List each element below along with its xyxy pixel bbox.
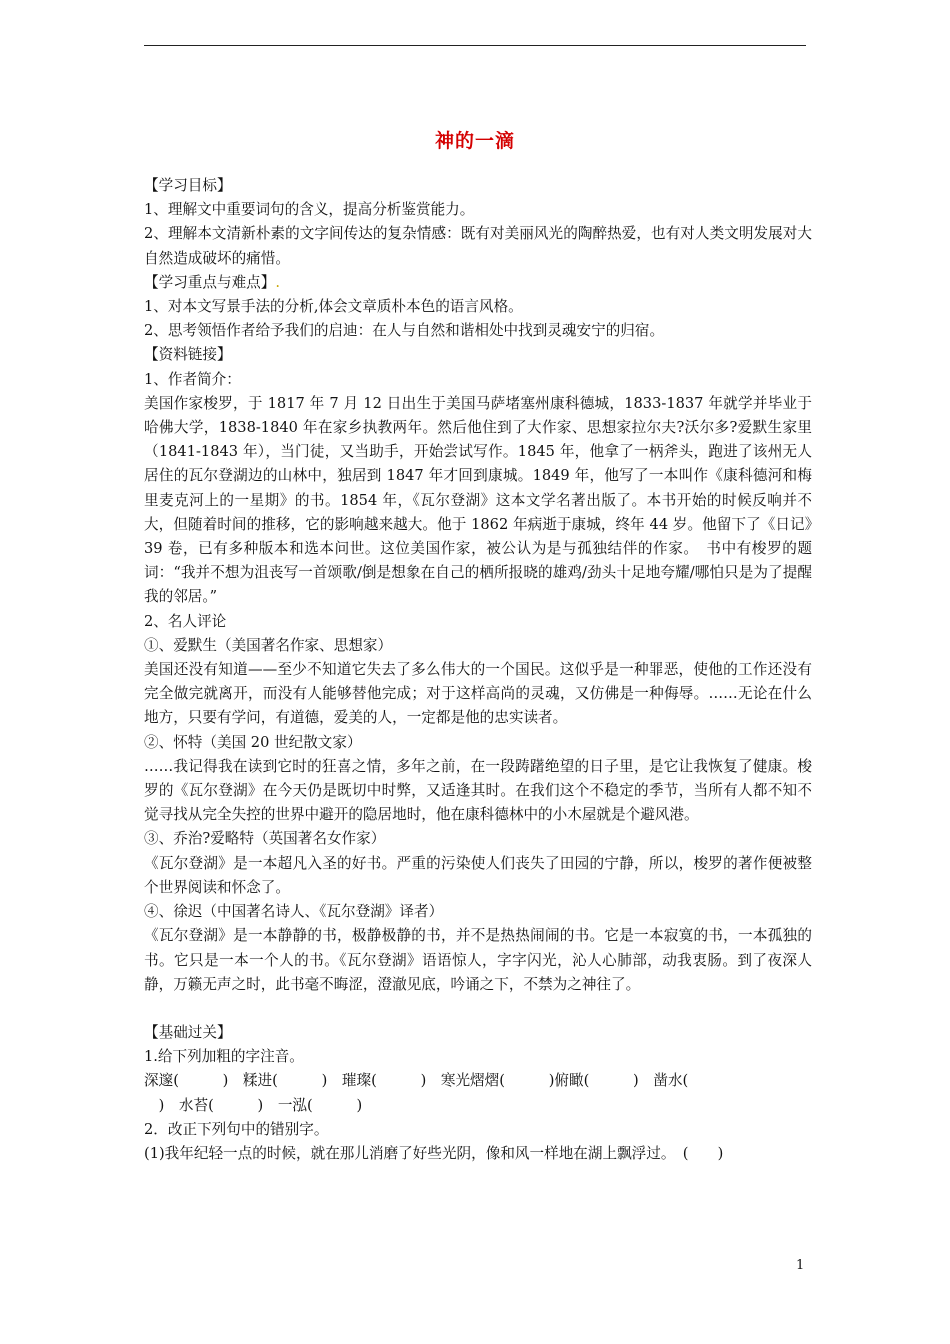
comment-2-text: ……我记得我在读到它时的狂喜之情，多年之前，在一段踌躇绝望的日子里，是它让我恢复了健康。梭罗的《瓦尔登湖》在今天仍是既切中时弊，又适逢其时。在我们这个不稳定的季节，当所有人都不知不觉寻找从完全失控的世界中避开的隐居地时，他在康科德林中的小木屋就是个避风港。 [144, 757, 812, 824]
page-number: 1 [796, 1258, 805, 1273]
comment-2-author: ②、怀特（美国 20 世纪散文家） [144, 733, 362, 751]
question-1-line-2: ) 水苔( ) 一泓( ) [144, 1096, 363, 1114]
comment-1-author: ①、爱默生（美国著名作家、思想家） [144, 636, 393, 654]
section-gap [144, 997, 812, 1021]
key-point-item-1: 1、对本文写景手法的分析,体会文章质朴本色的语言风格。 [144, 298, 523, 316]
key-points-mark: . [275, 273, 280, 291]
comment-3-text: 《瓦尔登湖》是一本超凡入圣的好书。严重的污染使人们丧失了田园的宁静，所以，梭罗的著作便被整个世界阅读和怀念了。 [144, 854, 812, 896]
comment-1-text: 美国还没有知道——至少不知道它失去了多么伟大的一个国民。这似乎是一种罪恶，使他的工作还没有完全做完就离开，而没有人能够替他完成；对于这样高尚的灵魂，又仿佛是一种侮辱。……无论在什么地方，只要有学问，有道德，爱美的人，一定都是他的忠实读者。 [144, 661, 812, 727]
objectives-heading: 【学习目标】 [144, 177, 232, 194]
question-1-line-1: 深邃( ) 糅进( ) 璀璨( ) 寒光熠熠( )俯瞰( ) 凿水( [144, 1072, 689, 1090]
key-point-item-2: 2、思考领悟作者给予我们的启迪：在人与自然和谐相处中找到灵魂安宁的归宿。 [144, 322, 665, 340]
document-title: 神的一滴 [434, 130, 515, 152]
comment-3-author: ③、乔治?爱略特（英国著名女作家） [144, 830, 386, 848]
objective-item-1: 1、理解文中重要词句的含义，提高分析鉴赏能力。 [144, 201, 475, 219]
key-points-heading: 【学习重点与难点】 [144, 273, 276, 291]
key-points-heading-line [144, 271, 812, 295]
question-1: 1.给下列加粗的字注音。 [144, 1048, 304, 1066]
comment-4-author: ④、徐迟（中国著名诗人、《瓦尔登湖》译者） [144, 903, 444, 921]
comment-4-text: 《瓦尔登湖》是一本静静的书，极静极静的书，并不是热热闹闹的书。它是一本寂寞的书，一本孤独的书。它只是一本一个人的书。《瓦尔登湖》语语惊人，字字闪光，沁人心肺部，动我衷肠。到了夜深人静，万籁无声之时，此书毫不晦涩，澄澈见底，吟诵之下，不禁为之神往了。 [144, 927, 812, 993]
question-2-item-1: (1)我年纪轻一点的时候，就在那儿消磨了好些光阴，像和风一样地在湖上飘浮过。 ( ) [144, 1144, 724, 1162]
objective-item-2: 2、理解本文清新朴素的文字间传达的复杂情感：既有对美丽风光的陶醉热爱，也有对人类文明发展对大自然造成破坏的痛惜。 [144, 225, 812, 267]
author-heading: 1、作者简介： [144, 370, 241, 388]
document-body [144, 174, 812, 1166]
resources-heading: 【资料链接】 [144, 346, 232, 364]
author-paragraph: 美国作家梭罗，于 1817 年 7 月 12 日出生于美国马萨堵塞州康科德城，1833-1837 年就学并毕业于哈佛大学，1838-1840 年在家乡执教两年。然后他住到了大作家、思想家拉尔夫?沃尔多?爱默生家里（1841-1843 年），当门徒，又当助手，开始尝试写作。1845 年，他拿了一柄斧头，跑进了该州无人居住的瓦尔登湖边的山林中，独居到 1847 年才回到康城。1849 年，他写了一本叫作《康科德河和梅里麦克河上的一星期》的书。1854 年，《瓦尔登湖》这本文学名著出版了。本书开始的时候反响并不大，但随着时间的推移，它的影响越来越大。他于 1862 年病逝于康城，终年 44 岁。他留下了《日记》39 卷，已有多种版本和选本问世。这位美国作家，被公认为是与孤独结伴的作家。 书中有梭罗的题词：“我并不想为沮丧写一首颂歌/倒是想象在自己的栖所报晓的雄鸡/劲头十足地夸耀/哪怕只是为了提醒我的邻居。” [144, 394, 812, 606]
comments-heading: 2、名人评论 [144, 612, 227, 630]
basics-heading: 【基础过关】 [144, 1023, 232, 1041]
header-rule [144, 45, 806, 46]
question-2: 2．改正下列句中的错别字。 [144, 1120, 329, 1138]
